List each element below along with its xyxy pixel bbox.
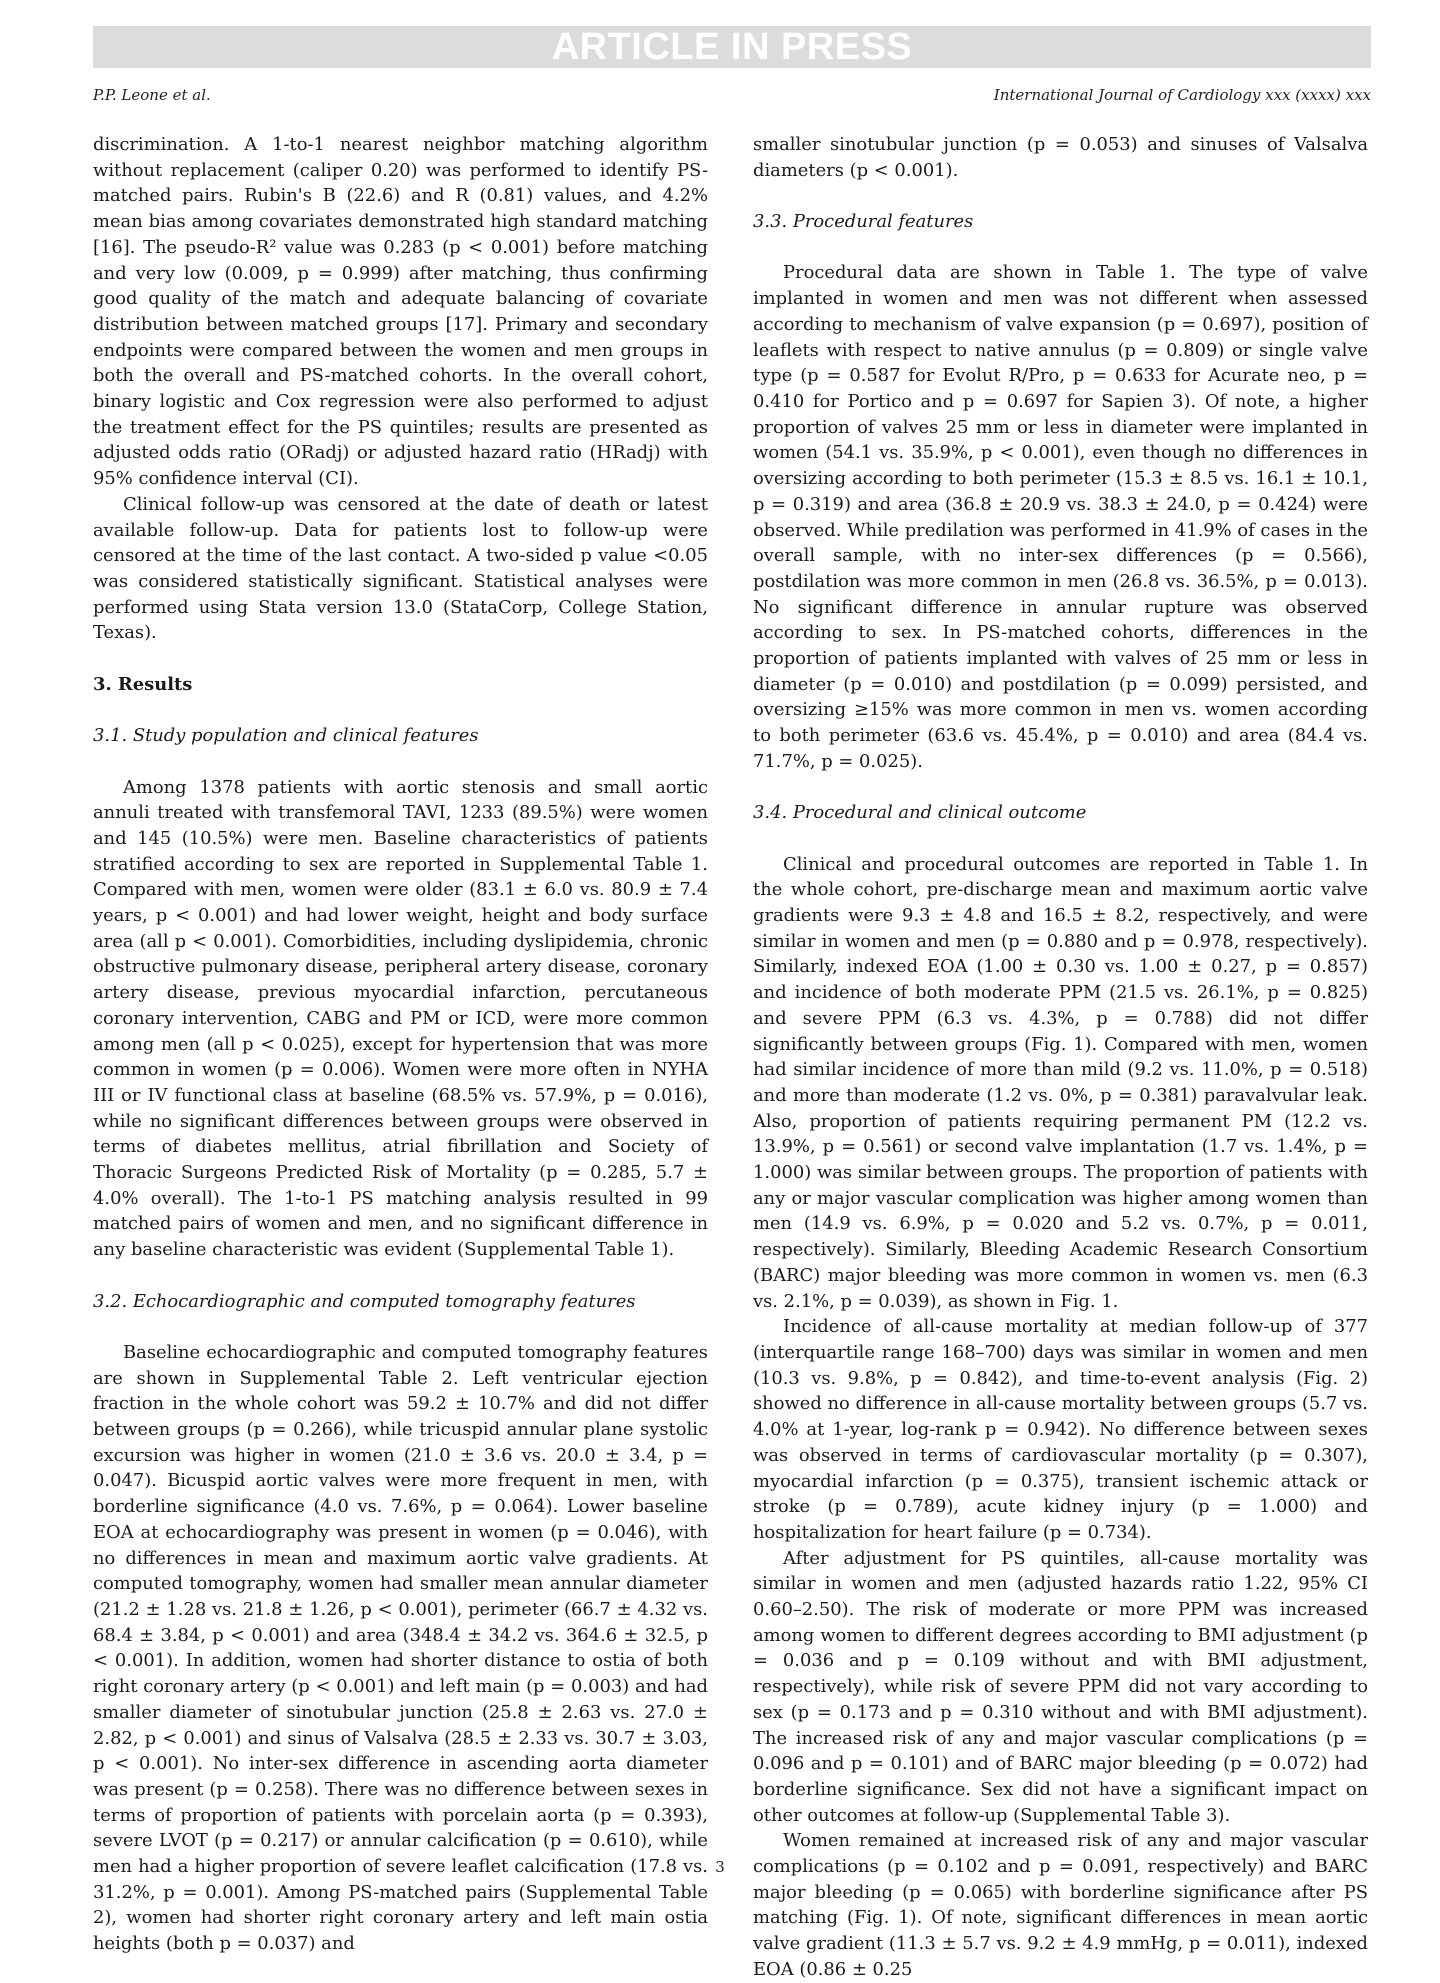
subsection-heading: 3.4. Procedural and clinical outcome <box>753 802 1087 824</box>
subsection-heading: 3.2. Echocardiographic and computed tomography features <box>93 1290 636 1312</box>
right-column <box>753 132 1368 1983</box>
section-heading-results: 3. Results <box>93 673 193 695</box>
running-head-journal: International Journal of Cardiology xxx (xxxx) xxx <box>993 86 1371 104</box>
paragraph: After adjustment for PS quintiles, all-cause mortality was similar in women and men (adjusted hazards ratio 1.22, 95% CI 0.60–2.50). The risk of moderate or more PPM was increased among women to different degrees according to BMI adjustment (p = 0.036 and p = 0.109 without and with BMI adjustment, respectively), while risk of severe PPM did not vary according to sex (p = 0.173 and p = 0.310 without and with BMI adjustment). The increased risk of any and major vascular complications (p = 0.096 and p = 0.101) and of BARC major bleeding (p = 0.072) had borderline significance. Sex did not have a significant impact on other outcomes at follow-up (Supplemental Table 3). <box>753 1547 1368 1826</box>
article-in-press-banner: ARTICLE IN PRESS <box>93 26 1371 68</box>
paragraph: smaller sinotubular junction (p = 0.053) and sinuses of Valsalva diameters (p < 0.001). <box>753 134 1368 181</box>
paragraph: Baseline echocardiographic and computed tomography features are shown in Supplemental Table 2. Left ventricular ejection fraction in the whole cohort was 59.2 ± 10.7% and did not differ between groups (p = 0.266), while tricuspid annular plane systolic excursion was higher in women (21.0 ± 3.6 vs. 20.0 ± 3.4, p = 0.047). Bicuspid aortic valves were more frequent in men, with borderline significance (4.0 vs. 7.6%, p = 0.064). Lower baseline EOA at echocardiography was present in women (p = 0.046), with no differences in mean and maximum aortic valve gradients. At computed tomography, women had smaller mean annular diameter (21.2 ± 1.28 vs. 21.8 ± 1.26, p < 0.001), perimeter (66.7 ± 4.32 vs. 68.4 ± 3.84, p < 0.001) and area (348.4 ± 34.2 vs. 364.6 ± 32.5, p < 0.001). In addition, women had shorter distance to ostia of both right coronary artery (p < 0.001) and left main (p = 0.003) and had smaller diameter of sinotubular junction (25.8 ± 2.63 vs. 27.0 ± 2.82, p < 0.001) and sinus of Valsalva (28.5 ± 2.33 vs. 30.7 ± 3.03, p < 0.001). No inter-sex difference in ascending aorta diameter was present (p = 0.258). There was no difference between sexes in terms of proportion of patients with porcelain aorta (p = 0.393), severe LVOT (p = 0.217) or annular calcification (p = 0.610), while men had a higher proportion of severe leaflet calcification (17.8 vs. 31.2%, p = 0.001). Among PS-matched pairs (Supplemental Table 2), women had shorter right coronary artery and left main ostia heights (both p = 0.037) and <box>93 1341 708 1955</box>
subsection-heading: 3.1. Study population and clinical features <box>93 725 479 747</box>
paragraph: discrimination. A 1-to-1 nearest neighbor matching algorithm without replacement (caliper 0.20) was performed to identify PS-matched pairs. Rubin's B (22.6) and R (0.81) values, and 4.2% mean bias among covariates demonstrated high standard matching [16]. The pseudo-R² value was 0.283 (p < 0.001) before matching and very low (0.009, p = 0.999) after matching, thus confirming good quality of the match and adequate balancing of covariate distribution between matched groups [17]. Primary and secondary endpoints were compared between the women and men groups in both the overall and PS-matched cohorts. In the overall cohort, binary logistic and Cox regression were also performed to adjust the treatment effect for the PS quintiles; results are presented as adjusted odds ratio (ORadj) or adjusted hazard ratio (HRadj) with 95% confidence interval (CI). <box>93 134 708 490</box>
page-number: 3 <box>715 1858 725 1876</box>
left-column <box>93 132 708 1957</box>
paragraph: Clinical follow-up was censored at the date of death or latest available follow-up. Data for patients lost to follow-up were censored at the time of the last contact. A two-sided p value <0.05 was considered statistically significant. Statistical analyses were performed using Stata version 13.0 (StataCorp, College Station, Texas). <box>93 493 708 644</box>
running-head-authors: P.P. Leone et al. <box>93 86 211 104</box>
paragraph: Incidence of all-cause mortality at median follow-up of 377 (interquartile range 168–700) days was similar in women and men (10.3 vs. 9.8%, p = 0.842), and time-to-event analysis (Fig. 2) showed no difference in all-cause mortality between groups (5.7 vs. 4.0% at 1-year, log-rank p = 0.942). No difference between sexes was observed in terms of cardiovascular mortality (p = 0.307), myocardial infarction (p = 0.375), transient ischemic attack or stroke (p = 0.789), acute kidney injury (p = 1.000) and hospitalization for heart failure (p = 0.734). <box>753 1316 1368 1543</box>
paragraph: Among 1378 patients with aortic stenosis and small aortic annuli treated with transfemoral TAVI, 1233 (89.5%) were women and 145 (10.5%) were men. Baseline characteristics of patients stratified according to sex are reported in Supplemental Table 1. Compared with men, women were older (83.1 ± 6.0 vs. 80.9 ± 7.4 years, p < 0.001) and had lower weight, height and body surface area (all p < 0.001). Comorbidities, including dyslipidemia, chronic obstructive pulmonary disease, peripheral artery disease, coronary artery disease, previous myocardial infarction, percutaneous coronary intervention, CABG and PM or ICD, were more common among men (all p < 0.025), except for hypertension that was more common in women (p = 0.006). Women were more often in NYHA III or IV functional class at baseline (68.5% vs. 57.9%, p = 0.016), while no significant differences between groups were observed in terms of diabetes mellitus, atrial fibrillation and Society of Thoracic Surgeons Predicted Risk of Mortality (p = 0.285, 5.7 ± 4.0% overall). The 1-to-1 PS matching analysis resulted in 99 matched pairs of women and men, and no significant difference in any baseline characteristic was evident (Supplemental Table 1). <box>93 776 708 1261</box>
paragraph: Clinical and procedural outcomes are reported in Table 1. In the whole cohort, pre-discharge mean and maximum aortic valve gradients were 9.3 ± 4.8 and 16.5 ± 8.2, respectively, and were similar in women and men (p = 0.880 and p = 0.978, respectively). Similarly, indexed EOA (1.00 ± 0.30 vs. 1.00 ± 0.27, p = 0.857) and incidence of both moderate PPM (21.5 vs. 26.1%, p = 0.825) and severe PPM (6.3 vs. 4.3%, p = 0.788) did not differ significantly between groups (Fig. 1). Compared with men, women had similar incidence of more than mild (9.2 vs. 11.0%, p = 0.518) and more than moderate (1.2 vs. 0%, p = 0.381) paravalvular leak. Also, proportion of patients requiring permanent PM (12.2 vs. 13.9%, p = 0.561) or second valve implantation (1.7 vs. 1.4%, p = 1.000) was similar between groups. The proportion of patients with any or major vascular complication was higher among women than men (14.9 vs. 6.9%, p = 0.020 and 5.2 vs. 0.7%, p = 0.011, respectively). Similarly, Bleeding Academic Research Consortium (BARC) major bleeding was more common in women vs. men (6.3 vs. 2.1%, p = 0.039), as shown in Fig. 1. <box>753 853 1368 1312</box>
paragraph: Women remained at increased risk of any and major vascular complications (p = 0.102 and p = 0.091, respectively) and BARC major bleeding (p = 0.065) with borderline significance after PS matching (Fig. 1). Of note, significant differences in mean aortic valve gradient (11.3 ± 5.7 vs. 9.2 ± 4.9 mmHg, p = 0.011), indexed EOA (0.86 ± 0.25 <box>753 1830 1368 1980</box>
paragraph: Procedural data are shown in Table 1. The type of valve implanted in women and men was not different when assessed according to mechanism of valve expansion (p = 0.697), position of leaflets with respect to native annulus (p = 0.809) or single valve type (p = 0.587 for Evolut R/Pro, p = 0.633 for Acurate neo, p = 0.410 for Portico and p = 0.697 for Sapien 3). Of note, a higher proportion of valves 25 mm or less in diameter were implanted in women (54.1 vs. 35.9%, p < 0.001), even though no differences in oversizing according to both perimeter (15.3 ± 8.5 vs. 16.1 ± 10.1, p = 0.319) and area (36.8 ± 20.9 vs. 38.3 ± 24.0, p = 0.424) were observed. While predilation was performed in 41.9% of cases in the overall sample, with no inter-sex differences (p = 0.566), postdilation was more common in men (26.8 vs. 36.5%, p = 0.013). No significant difference in annular rupture was observed according to sex. In PS-matched cohorts, differences in the proportion of patients implanted with valves of 25 mm or less in diameter (p = 0.010) and postdilation (p = 0.099) persisted, and oversizing ≥15% was more common in men vs. women according to both perimeter (63.6 vs. 45.4%, p = 0.010) and area (84.4 vs. 71.7%, p = 0.025). <box>753 262 1368 772</box>
subsection-heading: 3.3. Procedural features <box>753 211 974 233</box>
